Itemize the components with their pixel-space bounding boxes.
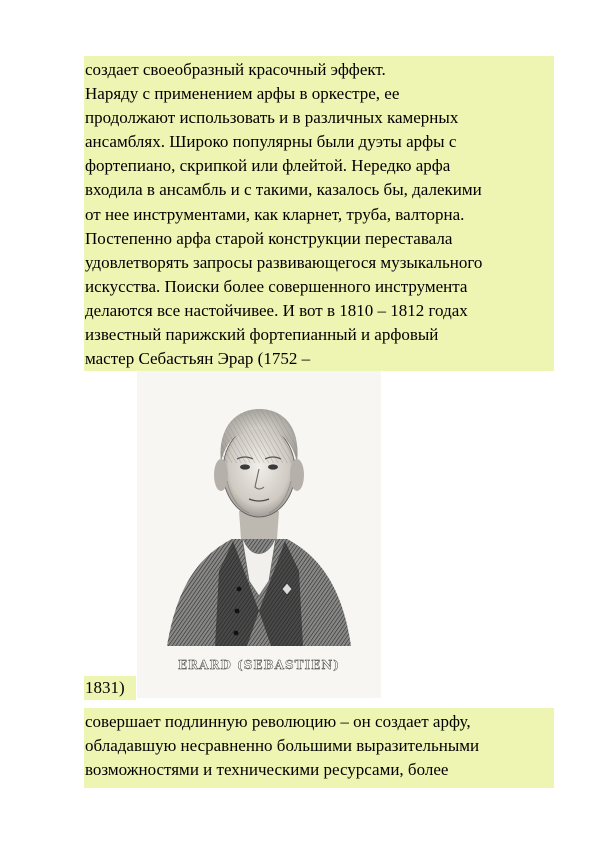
text-line: искусства. Поиски более совершенного инструмента (85, 276, 468, 296)
text-line: возможностями и техническими ресурсами, более (85, 760, 449, 780)
text-block-top (84, 56, 554, 371)
text-block-bottom (84, 708, 554, 788)
portrait-illustration (137, 371, 381, 698)
text-line: фортепиано, скрипкой или флейтой. Нередко арфа (85, 156, 451, 176)
text-line: продолжают использовать и в различных камерных (85, 108, 459, 128)
text-line: создает своеобразный красочный эффект. (85, 60, 386, 79)
text-line: мастер Себастьян Эрар (1752 – (85, 349, 311, 369)
text-line: делаются все настойчивее. И вот в 1810 – 1812 годах (85, 300, 468, 320)
text-line: от нее инструментами, как кларнет, труба, валторна. (85, 204, 465, 224)
text-line: входила в ансамбль и с такими, казалось бы, далекими (85, 180, 482, 200)
text-line: Постепенно арфа старой конструкции переставала (85, 228, 453, 248)
portrait-caption: ERARD (SEBASTIEN) (178, 658, 340, 672)
text-line: удовлетворять запросы развивающегося музыкального (85, 252, 483, 272)
text-line: обладавшую несравненно большими выразительными (85, 736, 480, 756)
text-line: совершает подлинную революцию – он создает арфу, (85, 712, 471, 731)
text-line: известный парижский фортепианный и арфовый (85, 325, 439, 345)
year-after-portrait: 1831) (84, 676, 136, 700)
text-line: Наряду с применением арфы в оркестре, ее (85, 84, 400, 104)
text-line: ансамблях. Широко популярны были дуэты арфы с (85, 132, 457, 152)
portrait-engraving (137, 371, 381, 698)
